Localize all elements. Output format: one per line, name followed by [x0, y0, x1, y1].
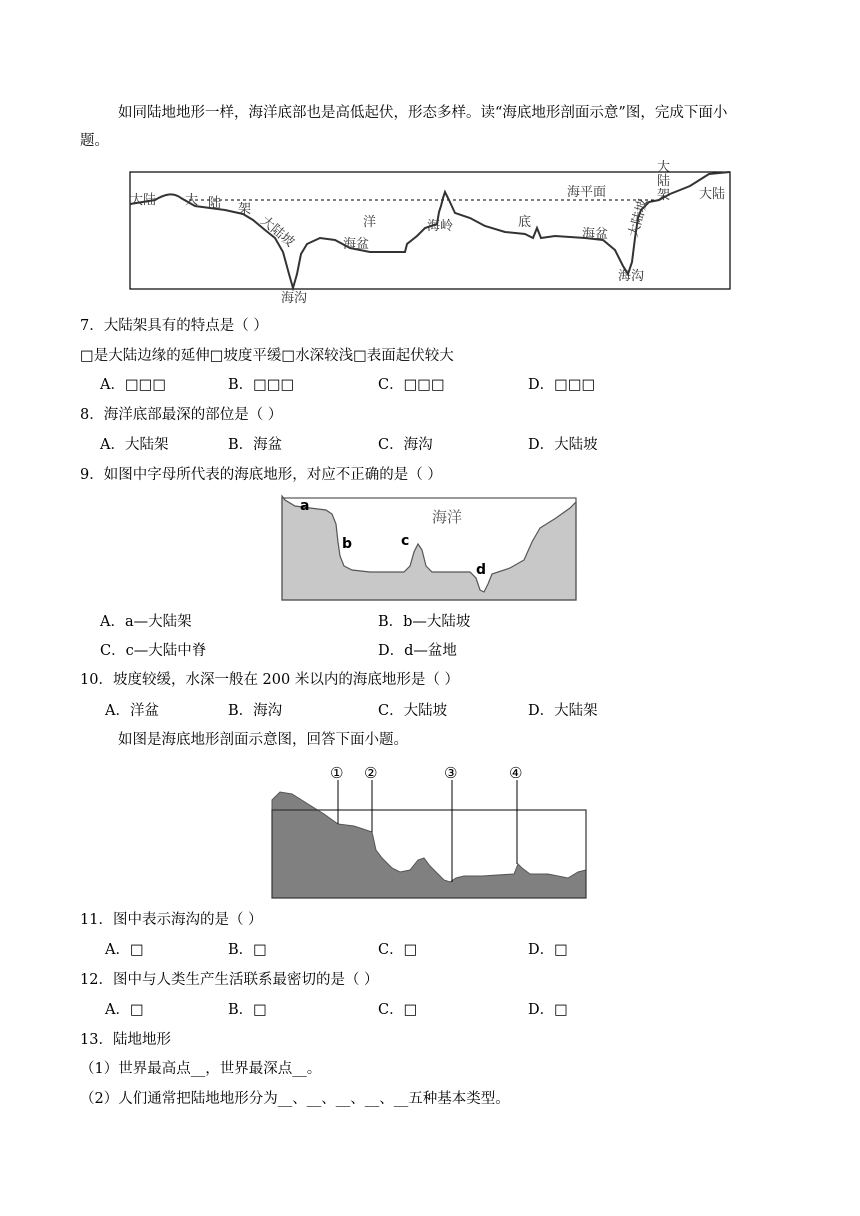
label-shelf-left-2: 陆: [208, 196, 222, 211]
q12-option-a[interactable]: A．□: [105, 1002, 144, 1018]
q8-stem: 8．海洋底部最深的部位是（ ）: [80, 407, 283, 423]
q8-option-b[interactable]: B．海盆: [228, 437, 283, 453]
intro-text: 如同陆地地形一样，海洋底部也是高低起伏，形态多样。读“海底地形剖面示意”图，完成下面小: [118, 105, 728, 121]
q7-option-c[interactable]: C．□□□: [378, 377, 445, 393]
label-sea-level: 海平面: [567, 185, 607, 200]
label-floor: 底: [518, 215, 532, 230]
q11-option-a[interactable]: A．□: [105, 942, 144, 958]
seafloor-profile-figure-1: [125, 158, 735, 306]
label-q9-a: a: [300, 498, 310, 514]
label-basin-right: 海盆: [582, 227, 609, 242]
q13-sub1: （1）世界最高点__，世界最深点__。: [80, 1061, 322, 1077]
label-shelf-right-2: 陆: [657, 174, 671, 189]
label-q9-c: c: [401, 533, 410, 549]
q12-option-b[interactable]: B．□: [228, 1002, 267, 1018]
label-right-land: 大陆: [699, 187, 726, 202]
label-shelf-left-1: 大: [185, 193, 199, 208]
label-fig3-4: ④: [509, 764, 523, 782]
q9-option-d[interactable]: D．d—盆地: [378, 643, 457, 659]
label-fig3-3: ③: [444, 764, 458, 782]
label-shelf-right-1: 大: [657, 160, 671, 175]
q7-option-b[interactable]: B．□□□: [228, 377, 295, 393]
seafloor-figure-q9: [280, 494, 580, 604]
q11-stem: 11．图中表示海沟的是（ ）: [80, 912, 263, 928]
label-q9-b: b: [342, 536, 353, 552]
q10-option-b[interactable]: B．海沟: [228, 703, 283, 719]
q13-stem: 13．陆地地形: [80, 1032, 171, 1048]
label-ocean: 洋: [363, 215, 377, 230]
label-fig3-1: ①: [330, 764, 344, 782]
label-basin-left: 海盆: [343, 237, 370, 252]
q10-stem: 10．坡度较缓，水深一般在 200 米以内的海底地形是（ ）: [80, 672, 459, 688]
label-ridge: 海岭: [427, 219, 454, 234]
label-fig3-2: ②: [364, 764, 378, 782]
q10-option-d[interactable]: D．大陆架: [528, 703, 598, 719]
q12-option-c[interactable]: C．□: [378, 1002, 418, 1018]
intro-text-2: 如图是海底地形剖面示意图，回答下面小题。: [118, 732, 408, 748]
label-q9-d: d: [476, 562, 487, 578]
q11-option-b[interactable]: B．□: [228, 942, 267, 958]
q9-option-c[interactable]: C．c—大陆中脊: [100, 643, 207, 659]
seafloor-fill: [282, 496, 576, 600]
q9-option-b[interactable]: B．b—大陆坡: [378, 614, 471, 630]
q11-option-d[interactable]: D．□: [528, 942, 568, 958]
label-shelf-left-3: 架: [238, 202, 252, 217]
q7-option-a[interactable]: A．□□□: [100, 377, 167, 393]
intro-text-cont: 题。: [80, 133, 109, 149]
q11-option-c[interactable]: C．□: [378, 942, 418, 958]
q7-stem: 7．大陆架具有的特点是（ ）: [80, 318, 268, 334]
q13-sub2: （2）人们通常把陆地地形分为__、__、__、__、__五种基本类型。: [80, 1091, 510, 1107]
q8-option-c[interactable]: C．海沟: [378, 437, 433, 453]
q12-stem: 12．图中与人类生产生活联系最密切的是（ ）: [80, 972, 379, 988]
label-trench-left: 海沟: [281, 291, 308, 306]
q8-option-a[interactable]: A．大陆架: [100, 437, 169, 453]
q9-stem: 9．如图中字母所代表的海底地形，对应不正确的是（ ）: [80, 467, 442, 483]
q10-option-a[interactable]: A．洋盆: [105, 703, 159, 719]
label-trench-right: 海沟: [618, 269, 645, 284]
seafloor-profile-figure-3: [268, 760, 590, 902]
q8-option-d[interactable]: D．大陆坡: [528, 437, 598, 453]
label-left-land: 大陆: [130, 193, 157, 208]
q7-option-d[interactable]: D．□□□: [528, 377, 596, 393]
label-shelf-right-3: 架: [657, 188, 671, 203]
label-slope-right: 大陆坡: [626, 197, 651, 240]
q12-option-d[interactable]: D．□: [528, 1002, 568, 1018]
label-q9-ocean: 海洋: [432, 508, 463, 526]
q9-option-a[interactable]: A．a—大陆架: [100, 614, 192, 630]
label-slope-left: 大陆坡: [257, 213, 297, 251]
q7-statements: □是大陆边缘的延伸□坡度平缓□水深较浅□表面起伏较大: [80, 348, 454, 364]
seafloor-fill-3: [272, 792, 586, 898]
q10-option-c[interactable]: C．大陆坡: [378, 703, 448, 719]
